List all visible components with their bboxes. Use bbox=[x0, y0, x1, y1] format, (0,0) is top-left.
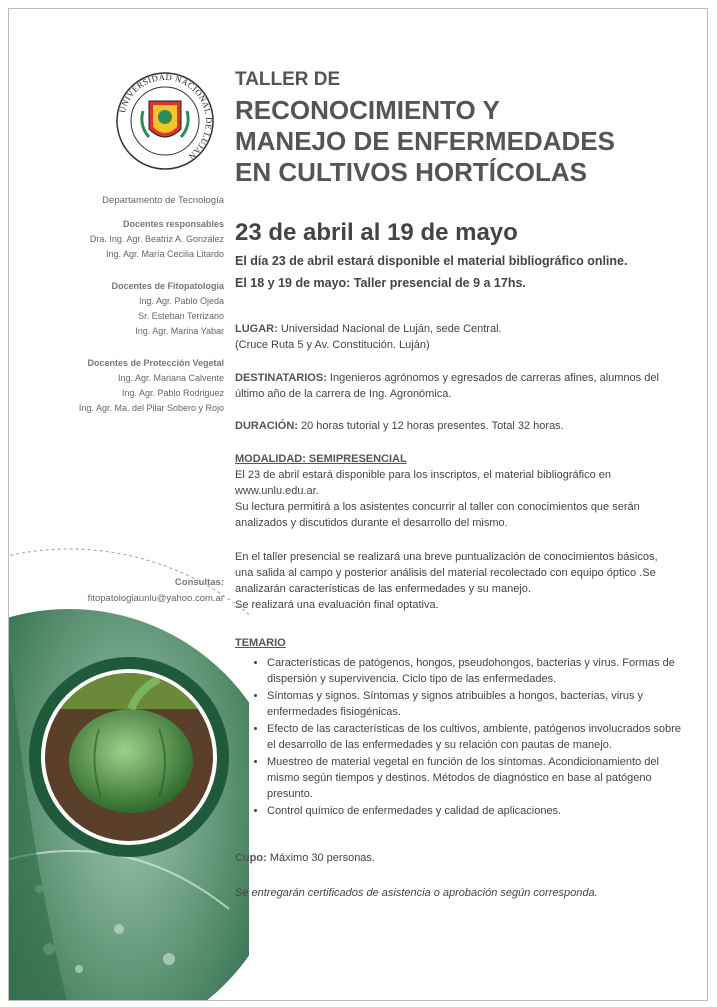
modalidad-label: MODALIDAD: SEMIPRESENCIAL bbox=[235, 453, 407, 465]
title-prefix: TALLER DE bbox=[235, 69, 341, 90]
lugar-text-2: (Cruce Ruta 5 y Av. Constitución. Luján) bbox=[235, 339, 430, 351]
docentes-responsables bbox=[8, 217, 224, 262]
destinatarios-section bbox=[235, 370, 665, 402]
modalidad-text: El 23 de abril estará disponible para los inscriptos, el material bibliográfico en www.unlu.edu.ar. bbox=[235, 469, 612, 497]
course-dates: 23 de abril al 19 de mayo bbox=[235, 219, 518, 246]
temario-list bbox=[253, 655, 687, 820]
cupo-section bbox=[235, 850, 665, 866]
list-item: • Muestreo de material vegetal en función de los síntomas. Acondicionamiento del mismo según tiempos y destinos. Métodos de diagnóstico en base al patógeno presunto. bbox=[267, 754, 687, 802]
modalidad-text-2: Su lectura permitirá a los asistentes concurrir al taller con conocimientos que serán analizados y discutidos durante el desarrollo del mismo. bbox=[235, 501, 640, 529]
teacher-name: Ing. Agr. Pablo Rodriguez bbox=[121, 388, 224, 398]
lugar-label: LUGAR: bbox=[235, 323, 278, 335]
pumpkin-photo-decoration bbox=[9, 529, 249, 1001]
presencial-text: En el taller presencial se realizará una breve puntualización de conocimientos básicos, una salida al campo y posterior análisis del material recolectado con equipo óptico .Se analizarán características de las enfermedades y su manejo. bbox=[235, 551, 658, 595]
left-column bbox=[9, 9, 224, 1000]
duracion-section bbox=[235, 418, 665, 434]
title-line: MANEJO DE ENFERMEDADES bbox=[235, 126, 615, 156]
teacher-name: Dra. Ing. Agr. Beatriz A. González bbox=[89, 234, 224, 244]
certificate-note: Se entregarán certificados de asistencia o aprobación según corresponda. bbox=[235, 887, 598, 899]
presencial-section bbox=[235, 549, 665, 613]
teacher-name: Ing. Agr. Marina Yabar bbox=[135, 326, 224, 336]
title-line: EN CULTIVOS HORTÍCOLAS bbox=[235, 157, 587, 187]
list-item: • Características de patógenos, hongos, pseudohongos, bacterias y virus. Formas de dispersión y supervivencia. Ciclo tipo de las enfermedades. bbox=[267, 655, 687, 687]
modalidad-section bbox=[235, 451, 665, 531]
list-item: • Control químico de enfermedades y calidad de aplicaciones. bbox=[267, 803, 687, 819]
lugar-section bbox=[235, 321, 665, 353]
svg-text:UNIVERSIDAD NACIONAL DE LUJAN: UNIVERSIDAD NACIONAL DE LUJAN bbox=[116, 71, 215, 162]
teacher-name: Ing. Agr. María Cecilia Litardo bbox=[105, 249, 224, 259]
title-line: RECONOCIMIENTO Y bbox=[235, 95, 500, 125]
group-title: Docentes de Fitopatología bbox=[111, 281, 224, 291]
group-title: Docentes de Protección Vegetal bbox=[87, 358, 224, 368]
lugar-text: Universidad Nacional de Luján, sede Central. bbox=[277, 323, 502, 335]
duracion-text: 20 horas tutorial y 12 horas presentes. Total 32 horas. bbox=[297, 420, 564, 432]
temario-label: TEMARIO bbox=[235, 637, 286, 649]
teacher-name: Ing. Agr. Ma. del Pilar Sobero y Rojo bbox=[78, 403, 224, 413]
teacher-name: Ing. Agr. Pablo Ojeda bbox=[138, 296, 224, 306]
department-label: Departamento de Tecnología bbox=[102, 195, 224, 206]
page-title bbox=[235, 95, 695, 188]
duracion-label: DURACIÓN: bbox=[235, 420, 298, 432]
university-seal-icon bbox=[115, 71, 215, 171]
teacher-name: Sr. Esteban Terrizano bbox=[138, 311, 224, 321]
presencial-note: El 18 y 19 de mayo: Taller presencial de 9 a 17hs. bbox=[235, 276, 526, 290]
destinatarios-label: DESTINATARIOS: bbox=[235, 372, 327, 384]
online-material-note: El día 23 de abril estará disponible el material bibliográfico online. bbox=[235, 254, 628, 268]
presencial-text-2: Se realizará una evaluación final optativa. bbox=[235, 599, 439, 611]
temario-heading bbox=[235, 635, 665, 651]
flyer bbox=[8, 8, 708, 1001]
group-title: Docentes responsables bbox=[122, 219, 224, 229]
teacher-name: Ing. Agr. Mariana Calvente bbox=[117, 373, 224, 383]
cupo-label: Cupo: bbox=[235, 852, 267, 864]
list-item: • Síntomas y signos. Síntomas y signos atribuibles a hongos, bacterias, virus y enfermedades fisiogénicas. bbox=[267, 688, 687, 720]
list-item: • Efecto de las características de los cultivos, ambiente, patógenos involucrados sobre el desarrollo de las enfermedades y su relación con pautas de manejo. bbox=[267, 721, 687, 753]
cupo-text: Máximo 30 personas. bbox=[266, 852, 375, 864]
docentes-fitopatologia bbox=[8, 279, 224, 339]
consultas-title: Consultas: bbox=[174, 577, 224, 588]
docentes-proteccion-vegetal bbox=[8, 356, 224, 416]
destinatarios-text: Ingenieros agrónomos y egresados de carreras afines, alumnos del último año de la carrera de Ing. Agronómica. bbox=[235, 372, 659, 400]
consultas-email[interactable]: fitopatologiaunlu@yahoo.com.ar bbox=[87, 593, 224, 604]
